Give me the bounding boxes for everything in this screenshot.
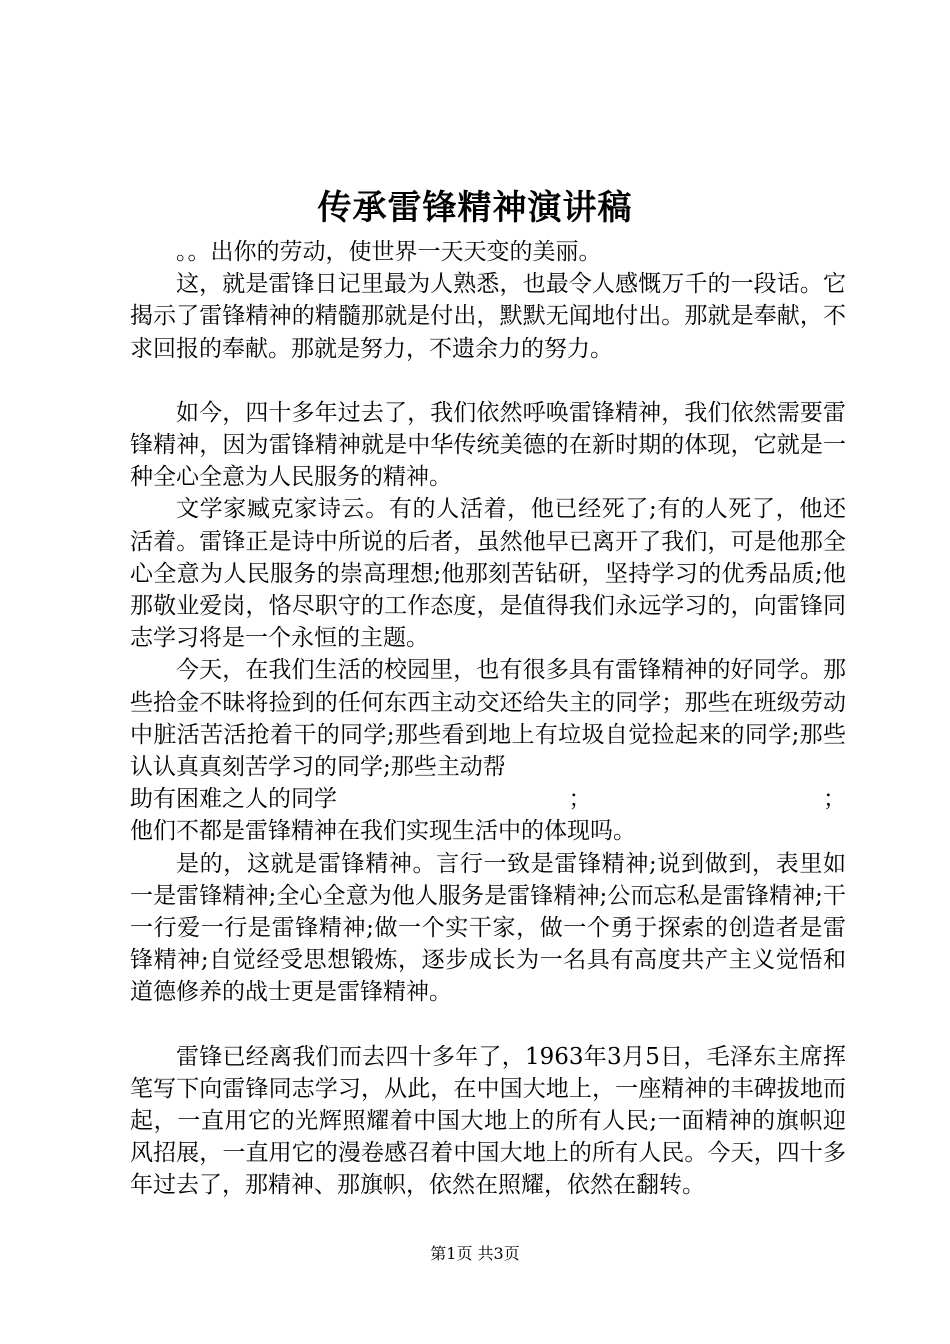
paragraph-line-with-gaps <box>130 783 846 815</box>
paragraph: 是的，这就是雷锋精神。言行一致是雷锋精神;说到做到，表里如一是雷锋精神;全心全意为他人服务是雷锋精神;公而忘私是雷锋精神;干一行爱一行是雷锋精神;做一个实干家，做一个勇于探索的创造者是雷锋精神;自觉经受思想锻炼，逐步成长为一名具有高度共产主义觉悟和道德修养的战士更是雷锋精神。 <box>130 850 846 1006</box>
paragraph-fragment: ； <box>823 786 846 813</box>
page-footer: 第1页 共3页 <box>430 1244 520 1263</box>
document-title: 传承雷锋精神演讲稿 <box>317 188 633 228</box>
paragraph: 如今，四十多年过去了，我们依然呼唤雷锋精神，我们依然需要雷锋精神，因为雷锋精神就是中华传统美德的在新时期的体现，它就是一种全心全意为人民服务的精神。 <box>130 399 846 491</box>
paragraph-fragment: 助有困难之人的同学 <box>130 786 337 813</box>
paragraph: 雷锋已经离我们而去四十多年了，1963年3月5日，毛泽东主席挥笔写下向雷锋同志学习，从此，在中国大地上，一座精神的丰碑拔地而起，一直用它的光辉照耀着中国大地上的所有人民;一面精神的旗帜迎风招展，一直用它的漫卷感召着中国大地上的所有人民。今天，四十多年过去了，那精神、那旗帜，依然在照耀，依然在翻转。 <box>130 1043 846 1199</box>
paragraph: 今天，在我们生活的校园里，也有很多具有雷锋精神的好同学。那些拾金不昧将捡到的任何东西主动交还给失主的同学；那些在班级劳动中脏活苦活抢着干的同学;那些看到地上有垃圾自觉捡起来的同学;那些认认真真刻苦学习的同学;那些主动帮 <box>130 657 846 781</box>
paragraph-fragment: ； <box>568 786 592 813</box>
paragraph: 文学家臧克家诗云。有的人活着，他已经死了;有的人死了，他还活着。雷锋正是诗中所说的后者，虽然他早已离开了我们，可是他那全心全意为人民服务的崇高理想;他那刻苦钻研，坚持学习的优秀品质;他那敬业爱岗，恪尽职守的工作态度，是值得我们永远学习的，向雷锋同志学习将是一个永恒的主题。 <box>130 496 846 652</box>
paragraph: 这，就是雷锋日记里最为人熟悉，也最令人感慨万千的一段话。它揭示了雷锋精神的精髓那就是付出，默默无闻地付出。那就是奉献，不求回报的奉献。那就是努力，不遗余力的努力。 <box>130 271 846 362</box>
paragraph: 。。出你的劳动，使世界一天天变的美丽。 <box>176 239 602 265</box>
document-body <box>130 236 846 1202</box>
paragraph-continuation: 他们不都是雷锋精神在我们实现生活中的体现吗。 <box>130 818 636 845</box>
